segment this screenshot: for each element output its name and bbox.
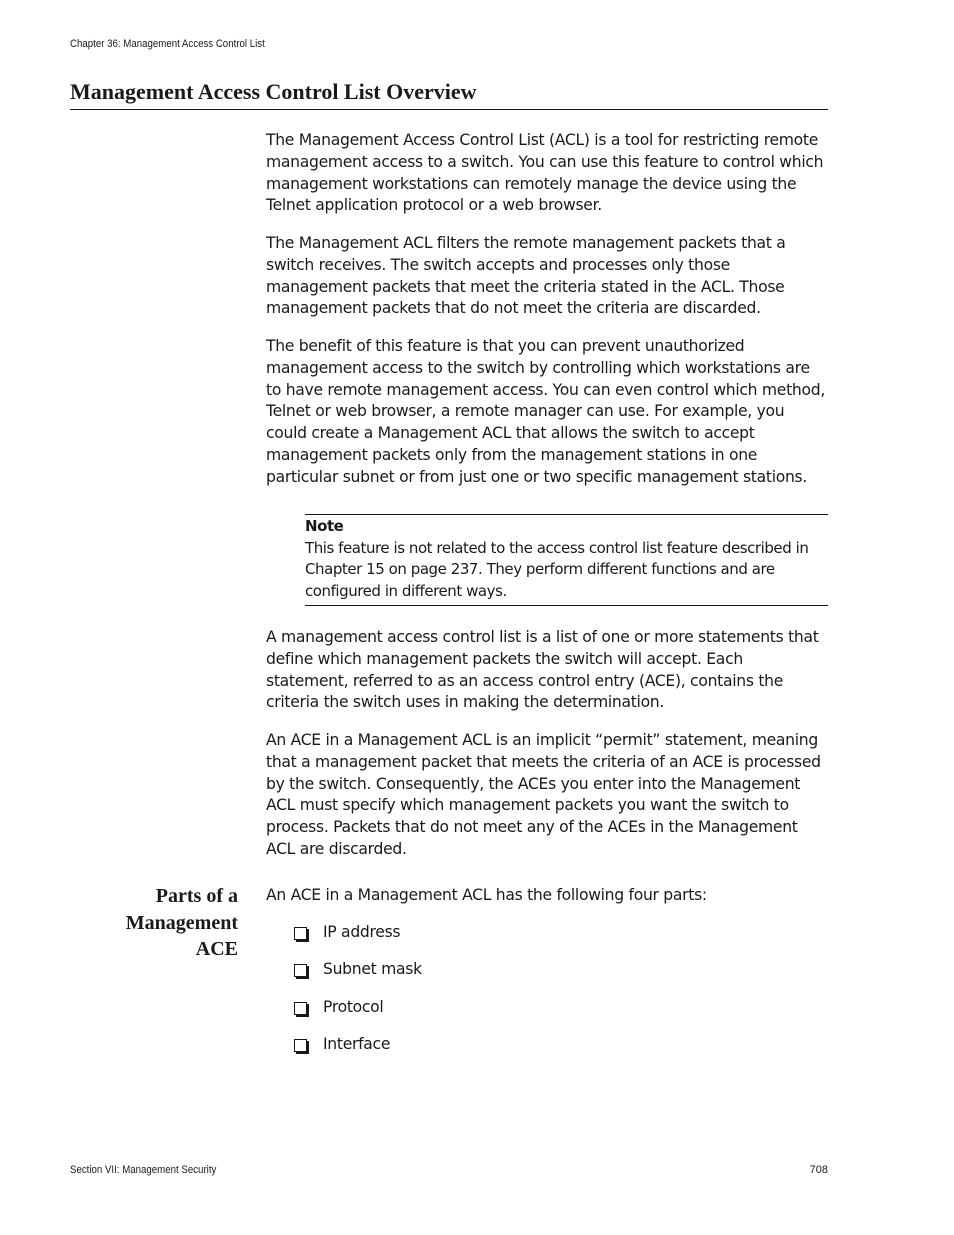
list-item-label: IP address [323,923,401,941]
body-paragraph [266,233,828,320]
checkbox-icon [294,964,307,977]
parts-list [294,921,422,1070]
list-item [294,958,422,995]
note-text: This feature is not related to the access control list feature described in Chapter 15 on page 237. They perform different functions and are configured in different ways. [305,538,809,600]
list-item-label: Subnet mask [323,960,422,979]
body-paragraph [266,336,828,489]
body-paragraph [266,130,828,217]
parts-intro [266,885,828,907]
paragraph-text: An ACE in a Management ACL has the following four parts: [266,886,707,904]
list-item [294,1033,422,1070]
running-header: Chapter 36: Management Access Control List [70,38,265,50]
paragraph-text: A management access control list is a list of one or more statements that define which management packets the switch will accept. Each statement, referred to as an access control entry (ACE), contains the criteria the switch uses in making the determination. [266,628,819,712]
paragraph-text: The Management Access Control List (ACL) is a tool for restricting remote management access to a switch. You can use this feature to control which management workstations can remotely manage the device using the Telnet application protocol or a web browser. [266,131,824,215]
page-title: Management Access Control List Overview [70,78,828,110]
checkbox-icon [294,1002,307,1015]
list-item-label: Interface [323,1034,391,1053]
page-number: 708 [809,1164,828,1176]
running-footer-section: Section VII: Management Security [70,1164,217,1176]
list-item [294,996,422,1033]
body-paragraph [266,627,828,714]
checkbox-icon [294,927,307,940]
checkbox-icon [294,1039,307,1052]
paragraph-text: An ACE in a Management ACL is an implicit “permit” statement, meaning that a management packet that meets the criteria of an ACE is processed by the switch. Consequently, the ACEs you enter into the Management ACL must specify which management packets you want the switch to process. Packets that do not meet any of the ACEs in the Management ACL are discarded. [266,731,821,858]
body-paragraph [266,730,828,861]
note-title: Note [305,517,344,535]
section-heading-parts: Parts of a Management ACE [125,885,238,960]
note-box [305,514,828,606]
list-item [294,921,422,958]
list-item-label: Protocol [323,997,384,1016]
paragraph-text: The Management ACL filters the remote management packets that a switch receives. The switch accepts and processes only those management packets that meet the criteria stated in the ACL. Those management packets that do not meet the criteria are discarded. [266,234,786,318]
paragraph-text: The benefit of this feature is that you can prevent unauthorized management access to the switch by controlling which workstations are to have remote management access. You can even control which method, Telnet or web browser, a remote manager can use. For example, you could create a Management ACL that allows the switch to accept management packets only from the management stations in one particular subnet or from just one or two specific management stations. [266,337,825,486]
